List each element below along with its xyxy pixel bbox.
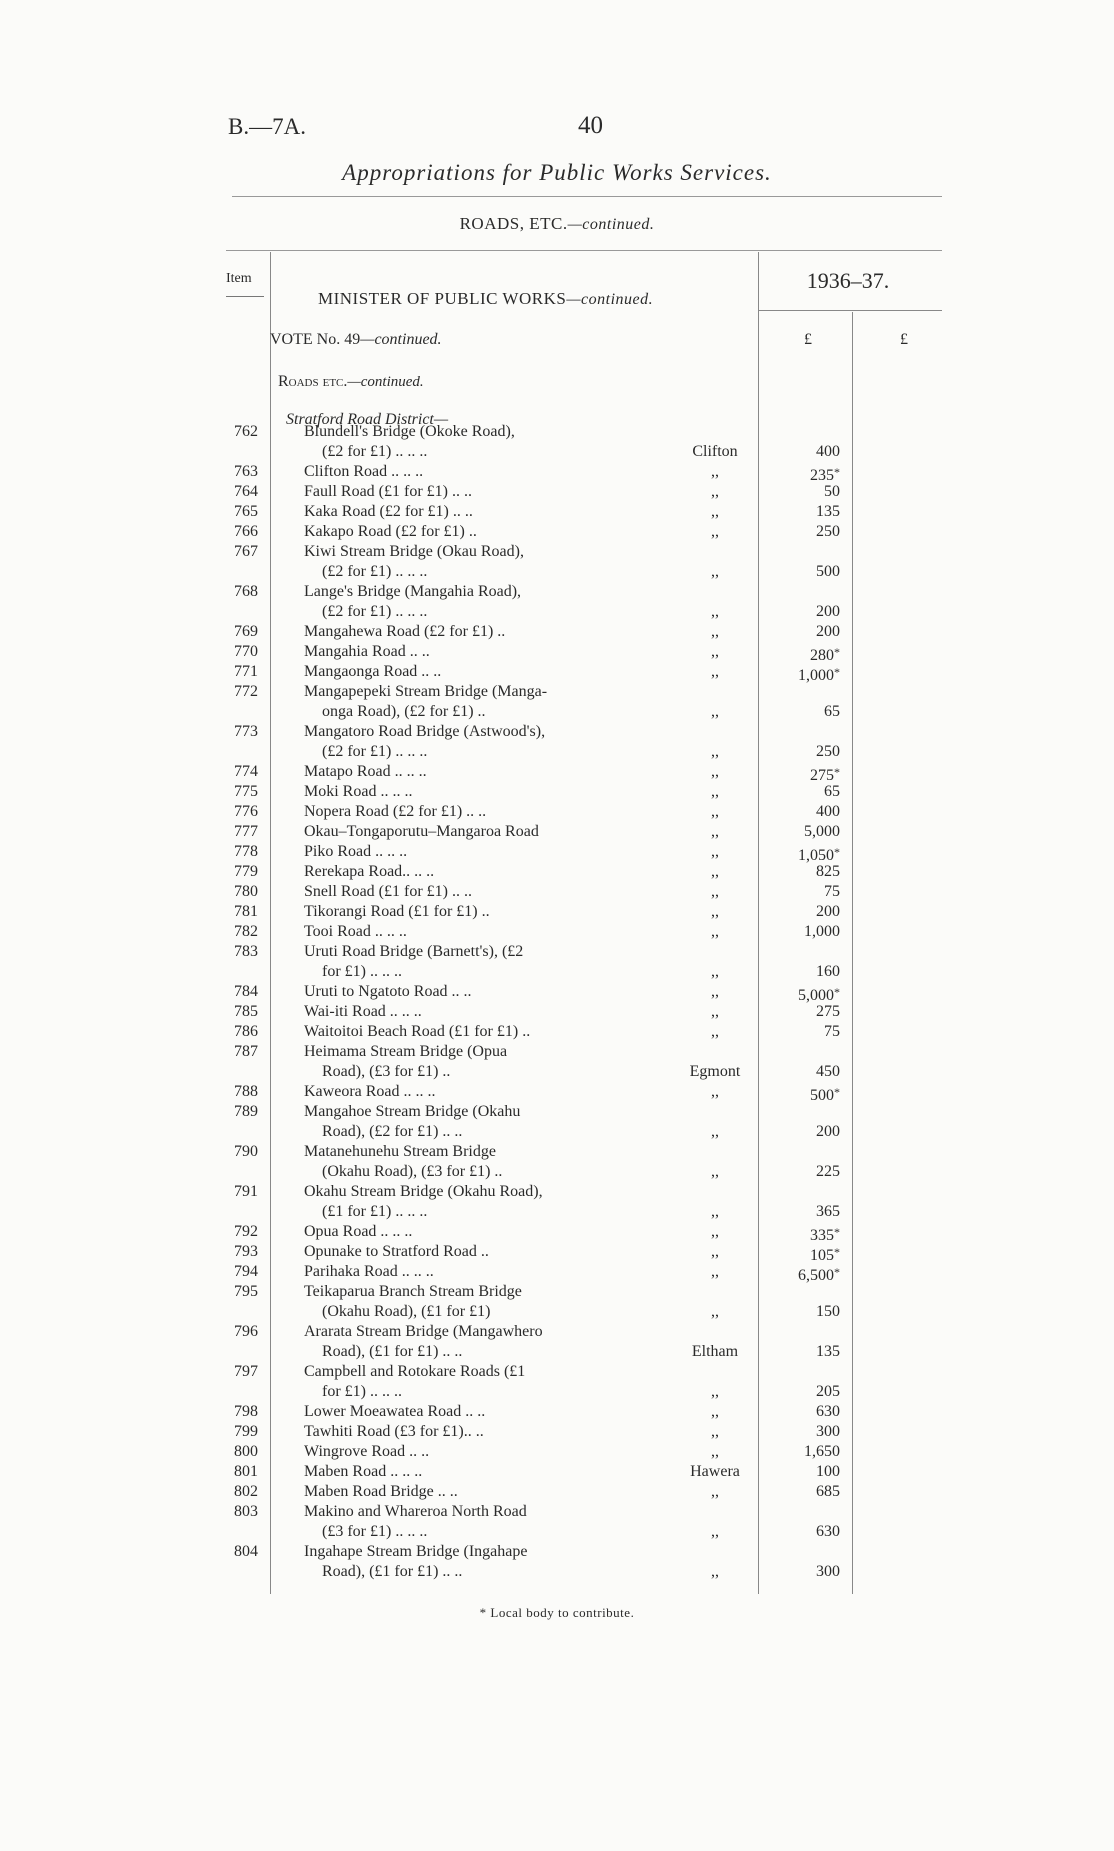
item-description: Mangahia Road .. .. bbox=[304, 643, 430, 660]
item-number: 779 bbox=[234, 863, 258, 880]
electorate: ,, bbox=[711, 963, 719, 980]
amount bbox=[760, 1002, 840, 1022]
amount bbox=[760, 1062, 840, 1082]
item-description: Road), (£1 for £1) .. .. bbox=[322, 1563, 463, 1580]
electorate: ,, bbox=[711, 823, 719, 840]
electorate: ,, bbox=[711, 463, 719, 480]
amount-value: 105 bbox=[810, 1247, 834, 1264]
amount bbox=[760, 1462, 840, 1482]
amount bbox=[760, 602, 840, 622]
amount-value: 400 bbox=[816, 803, 840, 820]
item-description: Road), (£1 for £1) .. .. bbox=[322, 1343, 463, 1360]
electorate: ,, bbox=[711, 663, 719, 680]
amount-value: 5,000 bbox=[804, 823, 840, 840]
item-number: 764 bbox=[234, 483, 258, 500]
section-suffix: —continued. bbox=[347, 374, 424, 390]
electorate: ,, bbox=[711, 1523, 719, 1540]
amount-value: 500 bbox=[810, 1087, 834, 1104]
minister-main: MINISTER OF PUBLIC WORKS bbox=[318, 289, 567, 308]
item-description: Teikaparua Branch Stream Bridge bbox=[304, 1283, 522, 1300]
electorate: ,, bbox=[711, 503, 719, 520]
item-number: 793 bbox=[234, 1243, 258, 1260]
item-number: 791 bbox=[234, 1183, 258, 1200]
item-number: 770 bbox=[234, 643, 258, 660]
amount bbox=[760, 1522, 840, 1542]
amount bbox=[760, 562, 840, 582]
electorate: ,, bbox=[711, 923, 719, 940]
item-description: onga Road), (£2 for £1) .. bbox=[322, 703, 486, 720]
item-description: (Okahu Road), (£1 for £1) bbox=[322, 1303, 491, 1320]
amount bbox=[760, 662, 840, 686]
amount-value: 135 bbox=[816, 1343, 840, 1360]
item-number: 784 bbox=[234, 983, 258, 1000]
amount-value: 200 bbox=[816, 603, 840, 620]
item-description: Tooi Road .. .. .. bbox=[304, 923, 407, 940]
item-number: 783 bbox=[234, 943, 258, 960]
amount bbox=[760, 1562, 840, 1582]
item-description: (£2 for £1) .. .. .. bbox=[322, 443, 428, 460]
amount-value: 275 bbox=[816, 1003, 840, 1020]
item-description: Mangatoro Road Bridge (Astwood's), bbox=[304, 723, 546, 740]
item-description: Ararata Stream Bridge (Mangawhero bbox=[304, 1323, 543, 1340]
electorate: ,, bbox=[711, 1563, 719, 1580]
electorate: ,, bbox=[711, 523, 719, 540]
electorate: ,, bbox=[711, 1223, 719, 1240]
amount-value: 75 bbox=[824, 883, 840, 900]
item-number: 802 bbox=[234, 1483, 258, 1500]
electorate: ,, bbox=[711, 743, 719, 760]
amount-value: 200 bbox=[816, 903, 840, 920]
item-number: 801 bbox=[234, 1463, 258, 1480]
electorate: ,, bbox=[711, 643, 719, 660]
item-description: Opunake to Stratford Road .. bbox=[304, 1243, 489, 1260]
amount-value: 365 bbox=[816, 1203, 840, 1220]
local-body-contribution-marker: * bbox=[834, 985, 840, 999]
item-description: Nopera Road (£2 for £1) .. .. bbox=[304, 803, 487, 820]
electorate: ,, bbox=[711, 1263, 719, 1280]
item-description: Moki Road .. .. .. bbox=[304, 783, 413, 800]
item-description: Matanehunehu Stream Bridge bbox=[304, 1143, 496, 1160]
electorate: ,, bbox=[711, 763, 719, 780]
item-number: 790 bbox=[234, 1143, 258, 1160]
amount bbox=[760, 1402, 840, 1422]
electorate: ,, bbox=[711, 703, 719, 720]
item-description: Road), (£3 for £1) .. bbox=[322, 1063, 451, 1080]
item-number: 789 bbox=[234, 1103, 258, 1120]
item-description: (Okahu Road), (£3 for £1) .. bbox=[322, 1163, 503, 1180]
item-description: Okau–Tongaporutu–Mangaroa Road bbox=[304, 823, 539, 840]
item-description: Uruti to Ngatoto Road .. .. bbox=[304, 983, 472, 1000]
local-body-contribution-marker: * bbox=[834, 1085, 840, 1099]
amount-value: 250 bbox=[816, 523, 840, 540]
item-column-header: Item bbox=[226, 271, 252, 286]
local-body-contribution-marker: * bbox=[834, 1225, 840, 1239]
amount bbox=[760, 1122, 840, 1142]
item-number: 766 bbox=[234, 523, 258, 540]
amount-value: 6,500 bbox=[798, 1267, 834, 1284]
page-title: Appropriations for Public Works Services. bbox=[342, 160, 772, 185]
amount-value: 160 bbox=[816, 963, 840, 980]
item-number: 781 bbox=[234, 903, 258, 920]
item-description: (£3 for £1) .. .. .. bbox=[322, 1523, 428, 1540]
item-number: 797 bbox=[234, 1363, 258, 1380]
electorate: ,, bbox=[711, 603, 719, 620]
vote-suffix: —continued. bbox=[360, 331, 442, 348]
item-description: Wai-iti Road .. .. .. bbox=[304, 1003, 422, 1020]
item-description: Kakapo Road (£2 for £1) .. bbox=[304, 523, 477, 540]
amount bbox=[760, 742, 840, 762]
amount bbox=[760, 482, 840, 502]
electorate: ,, bbox=[711, 1243, 719, 1260]
electorate: ,, bbox=[711, 563, 719, 580]
item-description: Matapo Road .. .. .. bbox=[304, 763, 427, 780]
electorate: ,, bbox=[711, 783, 719, 800]
amount bbox=[760, 442, 840, 462]
amount bbox=[760, 862, 840, 882]
item-description: Parihaka Road .. .. .. bbox=[304, 1263, 434, 1280]
item-description: (£2 for £1) .. .. .. bbox=[322, 603, 428, 620]
amount bbox=[760, 502, 840, 522]
item-number: 778 bbox=[234, 843, 258, 860]
item-number: 776 bbox=[234, 803, 258, 820]
amount-value: 75 bbox=[824, 1023, 840, 1040]
electorate: ,, bbox=[711, 983, 719, 1000]
electorate: Clifton bbox=[692, 443, 738, 460]
item-description: Road), (£2 for £1) .. .. bbox=[322, 1123, 463, 1140]
item-description: Snell Road (£1 for £1) .. .. bbox=[304, 883, 472, 900]
item-number: 786 bbox=[234, 1023, 258, 1040]
vote-main: VOTE No. 49 bbox=[270, 331, 361, 348]
item-number: 788 bbox=[234, 1083, 258, 1100]
electorate: Egmont bbox=[689, 1063, 741, 1080]
amount-value: 300 bbox=[816, 1423, 840, 1440]
item-number: 762 bbox=[234, 423, 258, 440]
item-description: Maben Road Bridge .. .. bbox=[304, 1483, 458, 1500]
item-description: Mangaonga Road .. .. bbox=[304, 663, 442, 680]
page-number: 40 bbox=[578, 112, 603, 139]
local-body-contribution-marker: * bbox=[834, 645, 840, 659]
amount bbox=[760, 622, 840, 642]
item-number: 777 bbox=[234, 823, 258, 840]
local-body-contribution-marker: * bbox=[834, 665, 840, 679]
electorate: ,, bbox=[711, 1123, 719, 1140]
local-body-contribution-marker: * bbox=[834, 465, 840, 479]
item-description: Blundell's Bridge (Okoke Road), bbox=[304, 423, 515, 440]
amount bbox=[760, 962, 840, 982]
minister-suffix: —continued. bbox=[566, 291, 654, 308]
amount bbox=[760, 802, 840, 822]
item-description: Maben Road .. .. .. bbox=[304, 1463, 423, 1480]
currency-symbol-2: £ bbox=[900, 331, 908, 348]
fiscal-year-heading: 1936–37. bbox=[806, 268, 890, 293]
amount-value: 500 bbox=[816, 563, 840, 580]
item-description: Opua Road .. .. .. bbox=[304, 1223, 413, 1240]
item-description: Tikorangi Road (£1 for £1) .. bbox=[304, 903, 490, 920]
electorate: ,, bbox=[711, 803, 719, 820]
amount-value: 685 bbox=[816, 1483, 840, 1500]
item-number: 804 bbox=[234, 1543, 258, 1560]
item-number: 787 bbox=[234, 1043, 258, 1060]
amount-value: 1,000 bbox=[804, 923, 840, 940]
electorate: ,, bbox=[711, 843, 719, 860]
item-description: Rerekapa Road.. .. .. bbox=[304, 863, 435, 880]
electorate: ,, bbox=[711, 1423, 719, 1440]
item-description: Kaka Road (£2 for £1) .. .. bbox=[304, 503, 473, 520]
item-description: Piko Road .. .. .. bbox=[304, 843, 408, 860]
item-number: 785 bbox=[234, 1003, 258, 1020]
electorate: ,, bbox=[711, 1003, 719, 1020]
amount-value: 400 bbox=[816, 443, 840, 460]
item-description: Uruti Road Bridge (Barnett's), (£2 bbox=[304, 943, 524, 960]
amount-value: 150 bbox=[816, 1303, 840, 1320]
item-description: Kaweora Road .. .. .. bbox=[304, 1083, 436, 1100]
amount-value: 630 bbox=[816, 1403, 840, 1420]
item-number: 767 bbox=[234, 543, 258, 560]
item-number: 763 bbox=[234, 463, 258, 480]
amount-value: 450 bbox=[816, 1063, 840, 1080]
amount-value: 65 bbox=[824, 783, 840, 800]
amount bbox=[760, 1482, 840, 1502]
amount bbox=[760, 522, 840, 542]
item-number: 792 bbox=[234, 1223, 258, 1240]
amount-value: 1,650 bbox=[804, 1443, 840, 1460]
amount-value: 50 bbox=[824, 483, 840, 500]
item-description: (£2 for £1) .. .. .. bbox=[322, 563, 428, 580]
amount bbox=[760, 1442, 840, 1462]
item-number: 794 bbox=[234, 1263, 258, 1280]
item-description: Waitoitoi Beach Road (£1 for £1) .. bbox=[304, 1023, 531, 1040]
amount-value: 135 bbox=[816, 503, 840, 520]
electorate: ,, bbox=[711, 903, 719, 920]
subtitle-main: ROADS, ETC. bbox=[459, 214, 568, 233]
local-body-contribution-marker: * bbox=[834, 845, 840, 859]
electorate: ,, bbox=[711, 1023, 719, 1040]
electorate: ,, bbox=[711, 1203, 719, 1220]
footnote: * Local body to contribute. bbox=[479, 1605, 635, 1620]
electorate: Eltham bbox=[691, 1343, 739, 1360]
electorate: ,, bbox=[711, 483, 719, 500]
amount bbox=[760, 922, 840, 942]
amount-value: 825 bbox=[816, 863, 840, 880]
amount bbox=[760, 1302, 840, 1322]
item-number: 769 bbox=[234, 623, 258, 640]
local-body-contribution-marker: * bbox=[834, 765, 840, 779]
item-number: 780 bbox=[234, 883, 258, 900]
amount bbox=[760, 822, 840, 842]
electorate: ,, bbox=[711, 1483, 719, 1500]
amount-value: 200 bbox=[816, 1123, 840, 1140]
item-description: Makino and Whareroa North Road bbox=[304, 1503, 527, 1520]
item-description: Lange's Bridge (Mangahia Road), bbox=[304, 583, 522, 600]
item-number: 796 bbox=[234, 1323, 258, 1340]
amount bbox=[760, 1202, 840, 1222]
amount-value: 200 bbox=[816, 623, 840, 640]
item-number: 798 bbox=[234, 1403, 258, 1420]
electorate: ,, bbox=[711, 1083, 719, 1100]
amount-value: 250 bbox=[816, 743, 840, 760]
item-number: 774 bbox=[234, 763, 258, 780]
item-number: 773 bbox=[234, 723, 258, 740]
item-number: 772 bbox=[234, 683, 258, 700]
section-main: Roads etc. bbox=[278, 373, 348, 390]
item-number: 800 bbox=[234, 1443, 258, 1460]
local-body-contribution-marker: * bbox=[834, 1265, 840, 1279]
amount-value: 1,000 bbox=[798, 667, 834, 684]
item-number: 803 bbox=[234, 1503, 258, 1520]
amount bbox=[760, 702, 840, 722]
item-number: 782 bbox=[234, 923, 258, 940]
document-reference: B.—7A. bbox=[228, 114, 306, 139]
subtitle-suffix: —continued. bbox=[567, 216, 655, 233]
item-number: 799 bbox=[234, 1423, 258, 1440]
amount bbox=[760, 902, 840, 922]
item-description: Wingrove Road .. .. bbox=[304, 1443, 430, 1460]
amount bbox=[760, 1162, 840, 1182]
amount-value: 335 bbox=[810, 1227, 834, 1244]
amount-value: 5,000 bbox=[798, 987, 834, 1004]
item-description: for £1) .. .. .. bbox=[322, 1383, 402, 1400]
amount bbox=[760, 1022, 840, 1042]
electorate: ,, bbox=[711, 623, 719, 640]
electorate: ,, bbox=[711, 1303, 719, 1320]
item-description: Heimama Stream Bridge (Opua bbox=[304, 1043, 508, 1060]
item-description: Faull Road (£1 for £1) .. .. bbox=[304, 483, 472, 500]
electorate: ,, bbox=[711, 1383, 719, 1400]
amount-value: 205 bbox=[816, 1383, 840, 1400]
item-description: for £1) .. .. .. bbox=[322, 963, 402, 980]
amount bbox=[760, 1262, 840, 1286]
electorate: ,, bbox=[711, 1403, 719, 1420]
item-description: Kiwi Stream Bridge (Okau Road), bbox=[304, 543, 524, 560]
amount-value: 630 bbox=[816, 1523, 840, 1540]
amount bbox=[760, 1082, 840, 1106]
currency-symbol-1: £ bbox=[804, 331, 812, 348]
electorate: ,, bbox=[711, 863, 719, 880]
item-number: 768 bbox=[234, 583, 258, 600]
local-body-contribution-marker: * bbox=[834, 1245, 840, 1259]
amount bbox=[760, 1342, 840, 1362]
item-number: 765 bbox=[234, 503, 258, 520]
item-description: Ingahape Stream Bridge (Ingahape bbox=[304, 1543, 528, 1560]
item-description: Mangahoe Stream Bridge (Okahu bbox=[304, 1103, 521, 1120]
item-description: Clifton Road .. .. .. bbox=[304, 463, 424, 480]
amount-value: 280 bbox=[810, 647, 834, 664]
amount bbox=[760, 782, 840, 802]
item-description: Mangapepeki Stream Bridge (Manga- bbox=[304, 683, 548, 700]
item-description: Campbell and Rotokare Roads (£1 bbox=[304, 1363, 526, 1380]
electorate: Hawera bbox=[690, 1463, 740, 1480]
item-description: (£2 for £1) .. .. .. bbox=[322, 743, 428, 760]
electorate: ,, bbox=[711, 883, 719, 900]
item-description: Lower Moeawatea Road .. .. bbox=[304, 1403, 486, 1420]
amount bbox=[760, 1422, 840, 1442]
item-number: 771 bbox=[234, 663, 258, 680]
item-description: Mangahewa Road (£2 for £1) .. bbox=[304, 623, 506, 640]
district-heading: Stratford Road District— bbox=[286, 411, 449, 428]
item-description: Tawhiti Road (£3 for £1).. .. bbox=[304, 1423, 484, 1440]
amount-value: 1,050 bbox=[798, 847, 834, 864]
amount-value: 100 bbox=[816, 1463, 840, 1480]
item-description: (£1 for £1) .. .. .. bbox=[322, 1203, 428, 1220]
electorate: ,, bbox=[711, 1443, 719, 1460]
electorate: ,, bbox=[711, 1163, 719, 1180]
amount-value: 275 bbox=[810, 767, 834, 784]
amount bbox=[760, 1382, 840, 1402]
amount bbox=[760, 882, 840, 902]
amount-value: 235 bbox=[810, 467, 834, 484]
amount-value: 65 bbox=[824, 703, 840, 720]
item-description: Okahu Stream Bridge (Okahu Road), bbox=[304, 1183, 543, 1200]
amount-value: 300 bbox=[816, 1563, 840, 1580]
item-number: 775 bbox=[234, 783, 258, 800]
amount-value: 225 bbox=[816, 1163, 840, 1180]
item-number: 795 bbox=[234, 1283, 258, 1300]
